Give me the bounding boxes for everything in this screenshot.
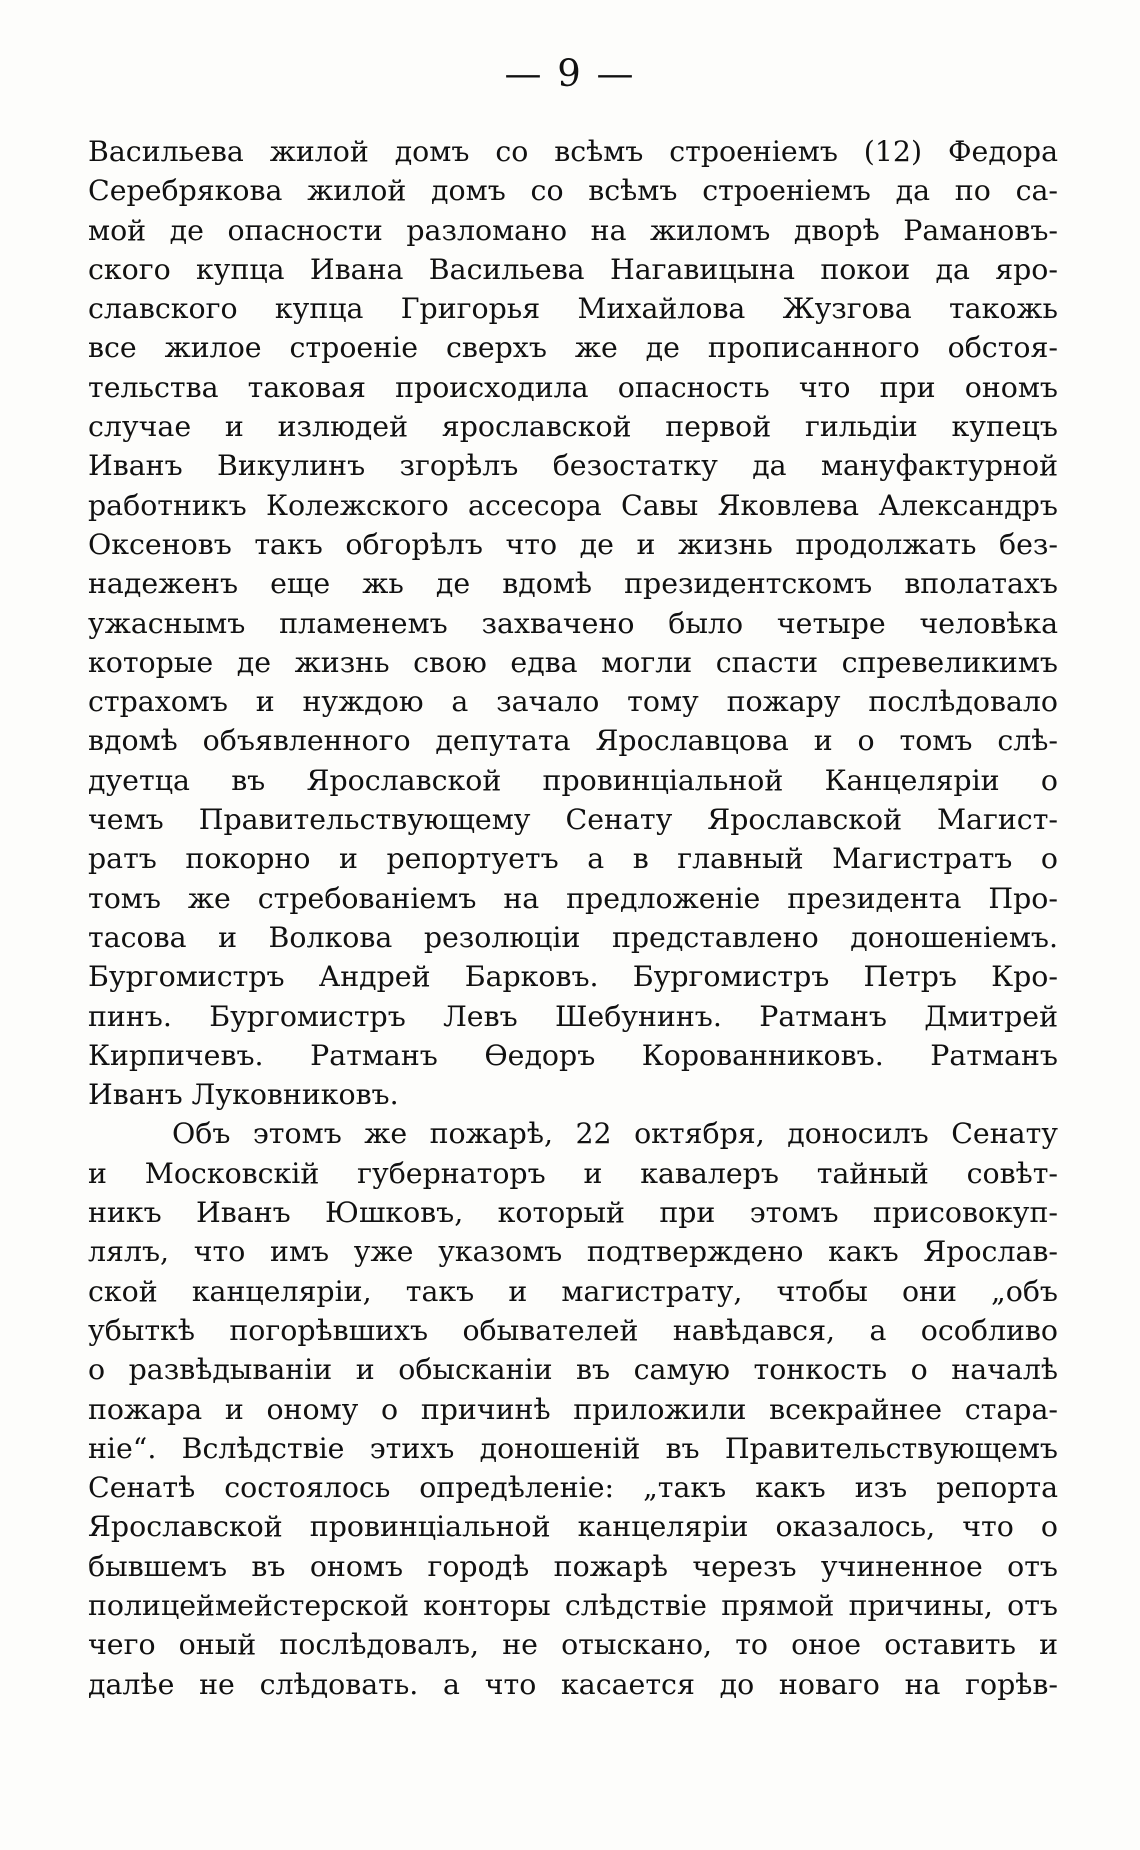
text-line: Объ этомъ же пожарѣ, 22 октября, доносилъ Сенату: [172, 1117, 1058, 1151]
text-line: дуетца въ Ярославской провинціальной Канцеляріи о: [88, 763, 1058, 797]
text-line: и Московскій губернаторъ и кавалеръ тайный совѣт-: [88, 1156, 1058, 1190]
text-line: Иванъ Луковниковъ.: [88, 1078, 399, 1112]
paragraph-2: [88, 1114, 1058, 1703]
text-line: все жилое строеніе сверхъ же де прописанного обстоя-: [88, 331, 1058, 365]
text-line: пинъ. Бургомистръ Левъ Шебунинъ. Ратманъ Дмитрей: [88, 999, 1058, 1033]
text-line: Иванъ Викулинъ згорѣлъ безостатку да мануфактурной: [88, 449, 1058, 483]
text-line: тасова и Волкова резолюціи представлено доношеніемъ.: [88, 920, 1058, 954]
text-line: Оксеновъ такъ обгорѣлъ что де и жизнь продолжать без-: [88, 527, 1058, 561]
text-line: убыткѣ погорѣвшихъ обывателей навѣдався, а особливо: [88, 1313, 1058, 1347]
text-line: далѣе не слѣдовать. а что касается до новаго на горѣв-: [88, 1667, 1058, 1701]
text-line: пожара и оному о причинѣ приложили всекрайнее стара-: [88, 1392, 1058, 1426]
text-line: тельства таковая происходила опасность что при ономъ: [88, 370, 1058, 404]
text-line: Кирпичевъ. Ратманъ Ѳедоръ Корованниковъ. Ратманъ: [88, 1038, 1058, 1072]
text-line: Бургомистръ Андрей Барковъ. Бургомистръ Петръ Кро-: [88, 960, 1058, 994]
text-line: чего оный послѣдовалъ, не отыскано, то оное оставить и: [88, 1628, 1058, 1662]
text-line: никъ Иванъ Юшковъ, который при этомъ присовокуп-: [88, 1196, 1058, 1230]
text-line: лялъ, что имъ уже указомъ подтверждено какъ Ярослав-: [88, 1235, 1058, 1269]
text-line: ратъ покорно и репортуетъ а в главный Магистратъ о: [88, 842, 1058, 876]
text-line: ніе“. Вслѣдствіе этихъ доношеній въ Правительствующемъ: [88, 1431, 1058, 1465]
text-line: надеженъ еще жь де вдомѣ президентскомъ вполатахъ: [88, 567, 1058, 601]
text-line: ского купца Ивана Васильева Нагавицына покои да яро-: [88, 252, 1058, 286]
body-text: [88, 132, 1058, 1704]
text-line: работникъ Колежского ассесора Савы Яковлева Александръ: [88, 488, 1058, 522]
text-line: Ярославской провинціальной канцеляріи оказалось, что о: [88, 1510, 1058, 1544]
text-line: чемъ Правительствующему Сенату Ярославской Магист-: [88, 803, 1058, 837]
text-line: бывшемъ въ ономъ городѣ пожарѣ черезъ учиненное отъ: [88, 1549, 1058, 1583]
paragraph-1: [88, 132, 1058, 1114]
text-line: о развѣдываніи и обысканіи въ самую тонкость о началѣ: [88, 1353, 1058, 1387]
text-line: случае и излюдей ярославской первой гильдіи купецъ: [88, 410, 1058, 444]
text-line: Серебрякова жилой домъ со всѣмъ строеніемъ да по са-: [88, 174, 1058, 208]
text-line: Васильева жилой домъ со всѣмъ строеніемъ (12) Федора: [88, 135, 1058, 168]
page-number: — 9 —: [504, 52, 636, 95]
text-line: Сенатѣ состоялось опредѣленіе: „такъ какъ изъ репорта: [88, 1471, 1058, 1505]
text-line: томъ же стребованіемъ на предложеніе президента Про-: [88, 881, 1058, 915]
text-line: вдомѣ объявленного депутата Ярославцова и о томъ слѣ-: [88, 724, 1058, 758]
text-line: страхомъ и нуждою а зачало тому пожару послѣдовало: [88, 685, 1058, 719]
text-line: полицеймейстерской конторы слѣдствіе прямой причины, отъ: [88, 1588, 1058, 1622]
text-line: ужаснымъ пламенемъ захвачено было четыре человѣка: [88, 606, 1058, 640]
text-line: ской канцеляріи, такъ и магистрату, чтобы они „объ: [88, 1274, 1058, 1308]
text-line: славского купца Григорья Михайлова Жузгова такожь: [88, 292, 1058, 326]
text-line: мой де опасности разломано на жиломъ дворѣ Рамановъ-: [88, 213, 1058, 247]
text-line: которые де жизнь свою едва могли спасти спревеликимъ: [88, 645, 1058, 679]
